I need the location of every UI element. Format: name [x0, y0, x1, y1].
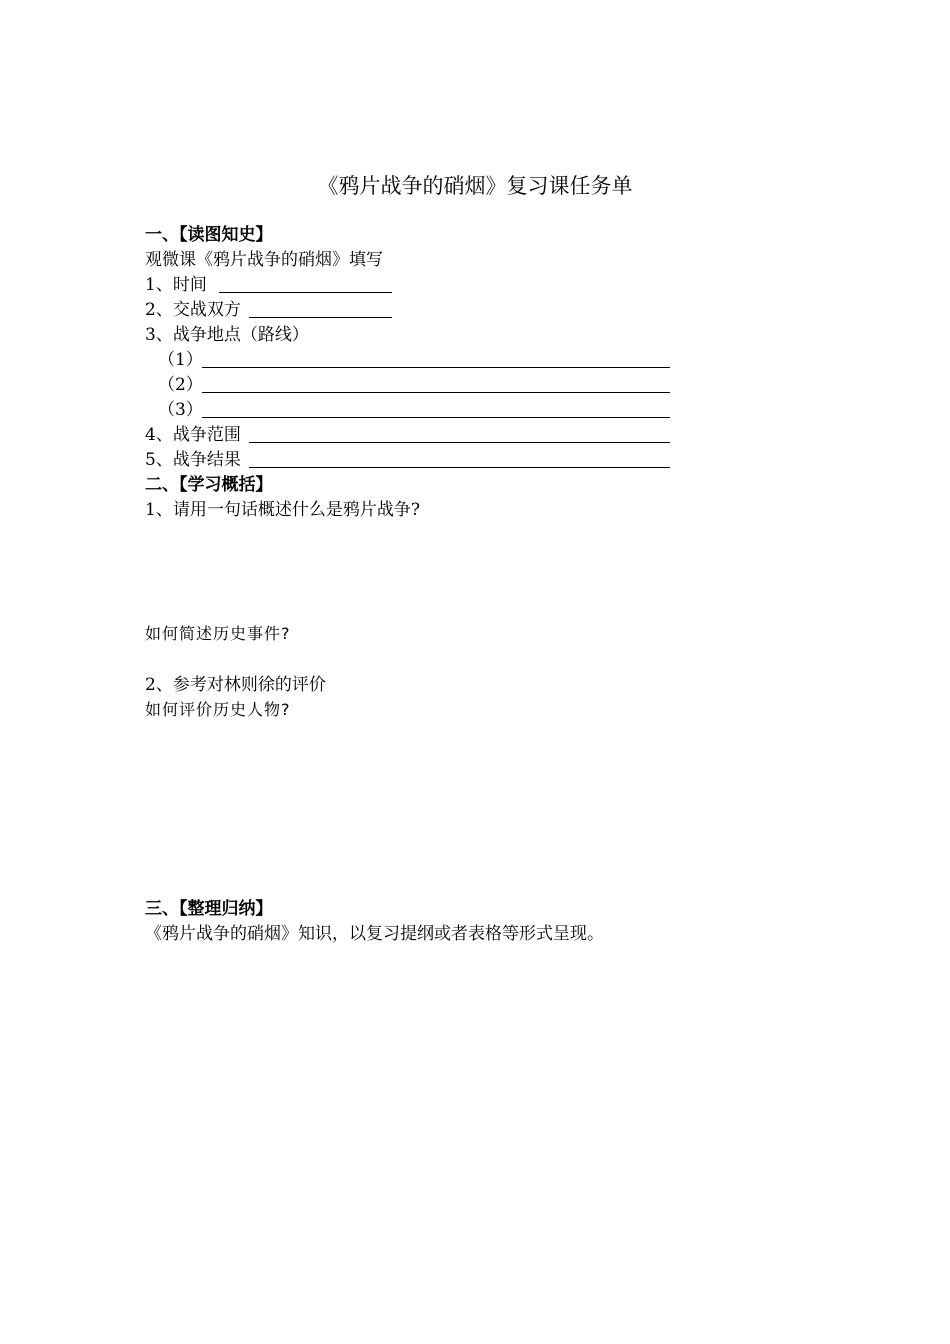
route2-label: （2）	[158, 375, 203, 395]
item-scope-blank[interactable]	[249, 442, 670, 443]
item-result-label: 5、战争结果	[145, 450, 241, 470]
item-parties-label: 2、交战双方	[145, 300, 241, 320]
section3-answer-area[interactable]	[145, 950, 805, 1280]
section2-answer2-area[interactable]	[145, 724, 670, 894]
section2-hint2: 如何评价历史人物?	[145, 700, 291, 719]
route1-label: （1）	[158, 350, 203, 370]
route3-blank[interactable]	[202, 417, 670, 418]
section2-heading: 二、【学习概括】	[145, 475, 273, 495]
item-result-blank[interactable]	[249, 467, 670, 468]
item-location-label: 3、战争地点（路线）	[145, 325, 309, 345]
section2-hint1: 如何简述历史事件?	[145, 624, 291, 643]
section3-heading: 三、【整理归纳】	[145, 899, 273, 919]
section2-question1: 1、请用一句话概述什么是鸦片战争?	[145, 500, 420, 520]
section3-task: 《鸦片战争的硝烟》知识，以复习提纲或者表格等形式呈现。	[145, 924, 604, 944]
route3-label: （3）	[158, 400, 203, 420]
item-time-blank[interactable]	[219, 292, 392, 293]
section2-question2: 2、参考对林则徐的评价	[145, 675, 326, 695]
route2-blank[interactable]	[202, 392, 670, 393]
section1-intro: 观微课《鸦片战争的硝烟》填写	[145, 250, 383, 270]
item-scope-label: 4、战争范围	[145, 425, 241, 445]
item-time-label: 1、时间	[145, 275, 207, 295]
section1-heading: 一、【读图知史】	[145, 225, 273, 245]
page-title: 《鸦片战争的硝烟》复习课任务单	[317, 174, 633, 198]
item-parties-blank[interactable]	[249, 317, 392, 318]
section2-answer1-area[interactable]	[145, 524, 670, 620]
route1-blank[interactable]	[202, 367, 670, 368]
